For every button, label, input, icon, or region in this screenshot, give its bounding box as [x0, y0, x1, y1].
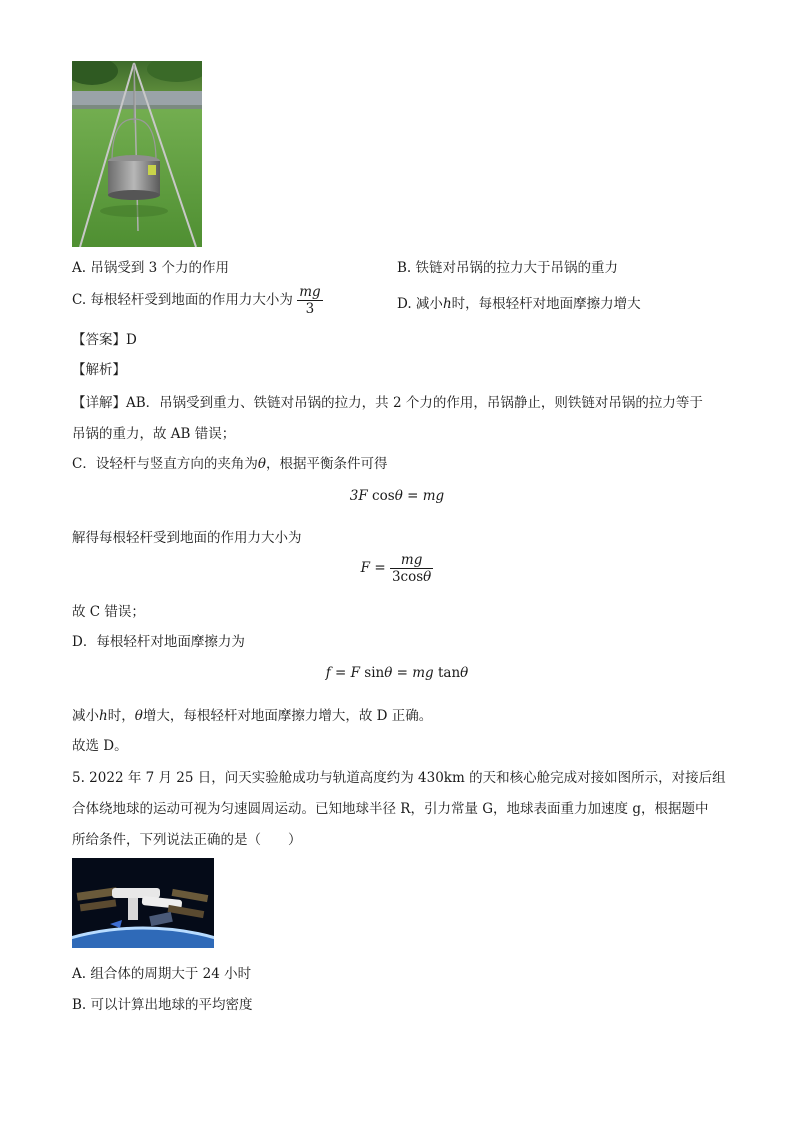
- detail-c-text-b: ，根据平衡条件可得: [265, 456, 388, 472]
- eq1-mg: mg: [422, 488, 445, 504]
- eq2-f: F: [360, 560, 371, 576]
- option-d: [397, 292, 641, 312]
- eq1-3f: 3F: [349, 488, 368, 504]
- q5-line-2: 合体绕地球的运动可视为匀速圆周运动。已知地球半径 R，引力常量 G，地球表面重力加速度 g，根据题中: [72, 801, 709, 817]
- detail-d-text-c: 增大，每根轻杆对地面摩擦力增大，故 D 正确。: [142, 708, 433, 724]
- detail-ab-line-2: 吊锅的重力，故 AB 错误；: [72, 426, 236, 442]
- option-b: B. 铁链对吊锅的拉力大于吊锅的重力: [397, 260, 619, 276]
- detail-label: 【详解】: [72, 395, 126, 411]
- tripod-pot-photo: [72, 61, 202, 247]
- detail-d-line-2: [72, 704, 432, 724]
- space-station-photo: [72, 858, 214, 948]
- option-c: [72, 284, 323, 317]
- space-station-illustration: [72, 858, 214, 948]
- detail-d-h: h: [99, 708, 108, 724]
- tripod-pot-illustration: [72, 61, 202, 247]
- answer-label: 【答案】: [72, 332, 126, 348]
- detail-ab-text-1: AB．吊锅受到重力、铁链对吊锅的拉力，共 2 个力的作用，吊锅静止，则铁链对吊锅的拉力等于: [126, 395, 703, 411]
- equation-2: [0, 552, 794, 585]
- detail-c-line-3: 故 C 错误；: [72, 604, 145, 620]
- eq2-den-cos: 3cos: [391, 569, 424, 585]
- option-d-variable: h: [442, 296, 452, 312]
- option-d-suffix: 时，每根轻杆对地面摩擦力增大: [451, 296, 641, 312]
- q5-option-b: B. 可以计算出地球的平均密度: [72, 997, 253, 1013]
- detail-c-line-2: 解得每根轻杆受到地面的作用力大小为: [72, 530, 302, 546]
- q5-option-a: A. 组合体的周期大于 24 小时: [72, 966, 252, 982]
- eq1-equals: =: [402, 488, 423, 504]
- option-c-denominator: 3: [305, 301, 315, 317]
- detail-d-theta: θ: [134, 708, 143, 724]
- eq3-theta-1: θ: [384, 665, 393, 681]
- answer-value: D: [126, 332, 137, 348]
- q5-line-1: 5. 2022 年 7 月 25 日，问天实验舱成功与轨道高度约为 430km 的天和核心舱完成对接如图所示，对接后组: [72, 770, 726, 786]
- option-c-text: C. 每根轻杆受到地面的作用力大小为: [72, 292, 293, 308]
- eq3-sin: sin: [359, 665, 385, 681]
- q5-line-3: 所给条件，下列说法正确的是（ ）: [72, 832, 302, 848]
- detail-c-theta: θ: [257, 456, 266, 472]
- eq3-eq1: =: [330, 665, 351, 681]
- eq1-theta: θ: [394, 488, 403, 504]
- answer-line: [72, 328, 137, 348]
- detail-d-line-1: D．每根轻杆对地面摩擦力为: [72, 634, 245, 650]
- eq2-equals: =: [370, 560, 390, 576]
- eq2-den-theta: θ: [423, 569, 432, 585]
- eq3-mg: mg: [412, 665, 434, 681]
- detail-ab-line-1: [72, 391, 703, 411]
- eq2-numerator: mg: [390, 552, 433, 569]
- eq3-theta-2: θ: [460, 665, 469, 681]
- option-c-numerator: mg: [299, 284, 321, 300]
- equation-1: [0, 488, 794, 504]
- analysis-label: 【解析】: [72, 362, 126, 378]
- option-d-prefix: D. 减小: [397, 296, 443, 312]
- eq3-F: F: [350, 665, 360, 681]
- eq3-eq2: =: [392, 665, 413, 681]
- detail-d-text-a: 减小: [72, 708, 99, 724]
- conclusion-line: 故选 D。: [72, 738, 128, 754]
- detail-d-text-b: 时，: [107, 708, 135, 724]
- option-c-fraction: [297, 284, 322, 317]
- eq3-f: f: [325, 665, 331, 681]
- detail-c-line-1: [72, 452, 387, 472]
- option-a: A. 吊锅受到 3 个力的作用: [72, 260, 230, 276]
- eq2-fraction: [390, 552, 433, 585]
- equation-3: [0, 665, 794, 681]
- detail-c-text-a: C．设轻杆与竖直方向的夹角为: [72, 456, 258, 472]
- eq3-tan: tan: [433, 665, 461, 681]
- eq1-cos: cos: [367, 488, 395, 504]
